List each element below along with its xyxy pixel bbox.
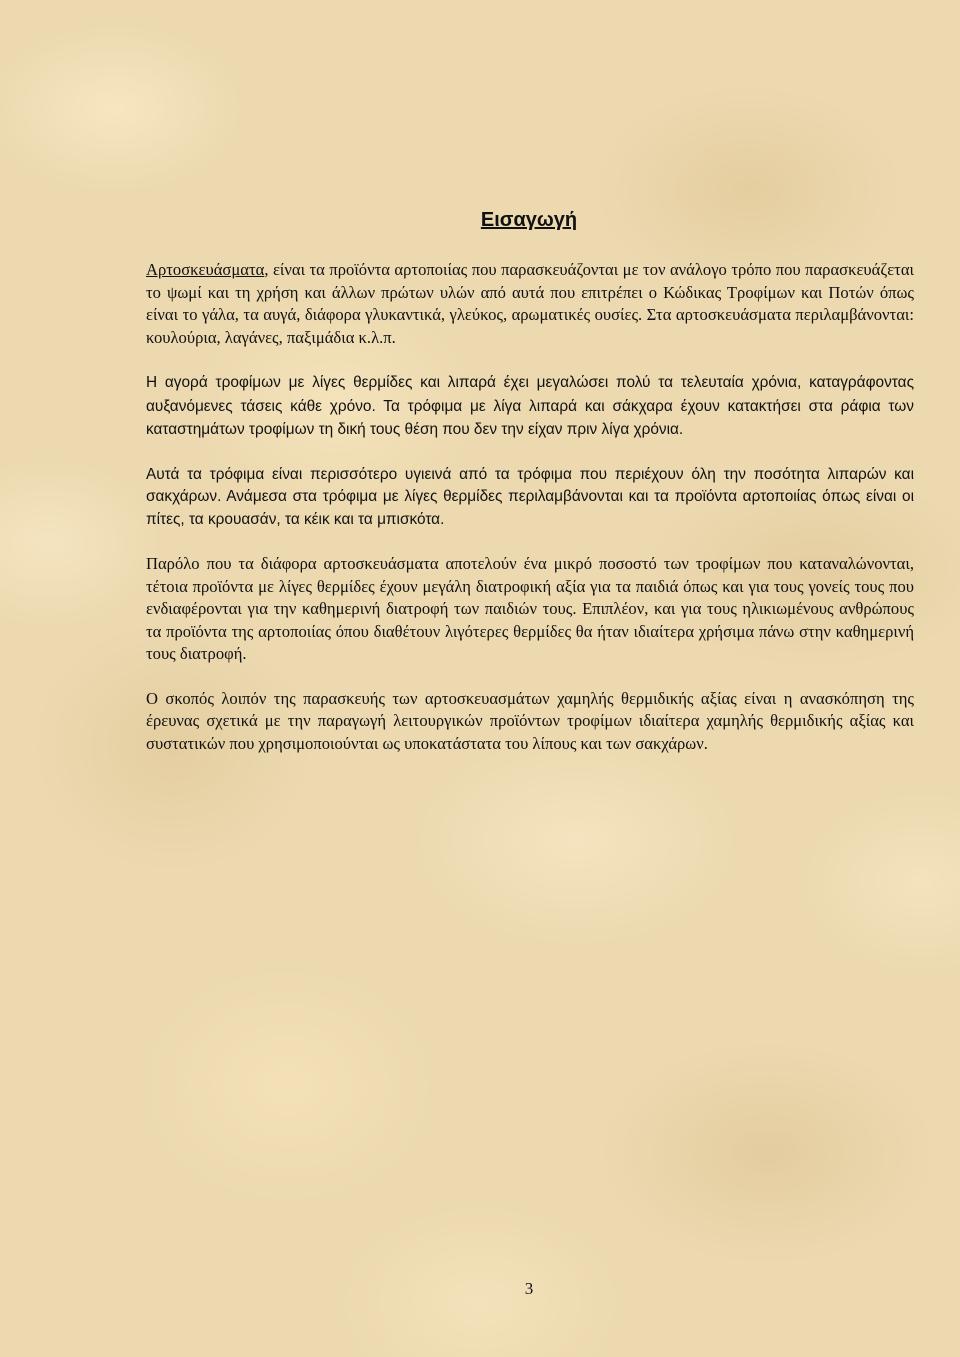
document-body [146,259,914,777]
paragraph-definition [146,259,914,349]
page-title: Εισαγωγή [480,209,578,231]
paragraph-text-sans: Η αγορά τροφίμων με λίγες θερμίδες και λιπαρά έχει μεγαλώσει πολύ τα τελευταία χρόνια, καταγράφοντας αυξανόμενες τάσεις κάθε χρόνο. [146,374,914,415]
paragraph-market [146,371,914,442]
defined-term: Αρτοσκευάσματα [146,260,265,279]
paragraph-healthier: Αυτά τα τρόφιμα είναι περισσότερο υγιεινά από τα τρόφιμα που περιέχουν όλη την ποσότητα λιπαρών και σακχάρων. Ανάμεσα στα τρόφιμα με λίγες θερμίδες περιλαμβάνονται και τα προϊόντα αρτοποιίας όπως είναι οι πίτες, τα κρουασάν, τα κέικ και τα μπισκότα. [146,465,914,528]
paragraph-purpose: Ο σκοπός λοιπόν της παρασκευής των αρτοσκευασμάτων χαμηλής θερμιδικής αξίας είναι η ανασκόπηση της έρευνας σχετικά με την παραγωγή λειτουργικών προϊόντων τροφίμων ιδιαίτερα χαμηλής θερμιδικής αξίας και συστατικών που χρησιμοποιούνται ως υποκατάστατα του λίπους και των σακχάρων. [146,688,914,753]
paragraph-text: , είναι τα προϊόντα αρτοποιίας που παρασκευάζονται με τον ανάλογο τρόπο που παρασκευάζεται το ψωμί και τη χρήση και άλλων πρώτων υλών από αυτά που επιτρέπει ο Κώδικας Τροφίμων και Ποτών όπως είναι το γάλα, τα αυγά, διάφορα γλυκαντικά, γλεύκος, αρωματικές ουσίες. Στα αρτοσκευάσματα περιλαμβάνονται: κουλούρια, λαγάνες, παξιμάδια κ.λ.π. [146,260,914,347]
paragraph-text-sans: Τα τρόφιμα με λίγα λιπαρά και σάκχαρα έχουν κατακτήσει στα ράφια των καταστημάτων τροφίμων τη δική τους θέση που δεν την είχαν πριν λίγα χρόνια. [146,397,914,438]
page-number: 3 [524,1279,534,1298]
paragraph-nutrition: Παρόλο που τα διάφορα αρτοσκευάσματα αποτελούν ένα μικρό ποσοστό των τροφίμων που καταναλώνονται, τέτοια προϊόντα με λίγες θερμίδες έχουν μεγάλη διατροφική αξία για τα παιδιά όπως και για τους γονείς τους που ενδιαφέρονται για την καθημερινή διατροφή των παιδιών τους. Επιπλέον, και για τους ηλικιωμένους ανθρώπους τα προϊόντα της αρτοποιίας όπου διαθέτουν λιγότερες θερμίδες θα ήταν ιδιαίτερα χρήσιμα πάνω στην καθημερινή τους διατροφή. [146,554,914,663]
